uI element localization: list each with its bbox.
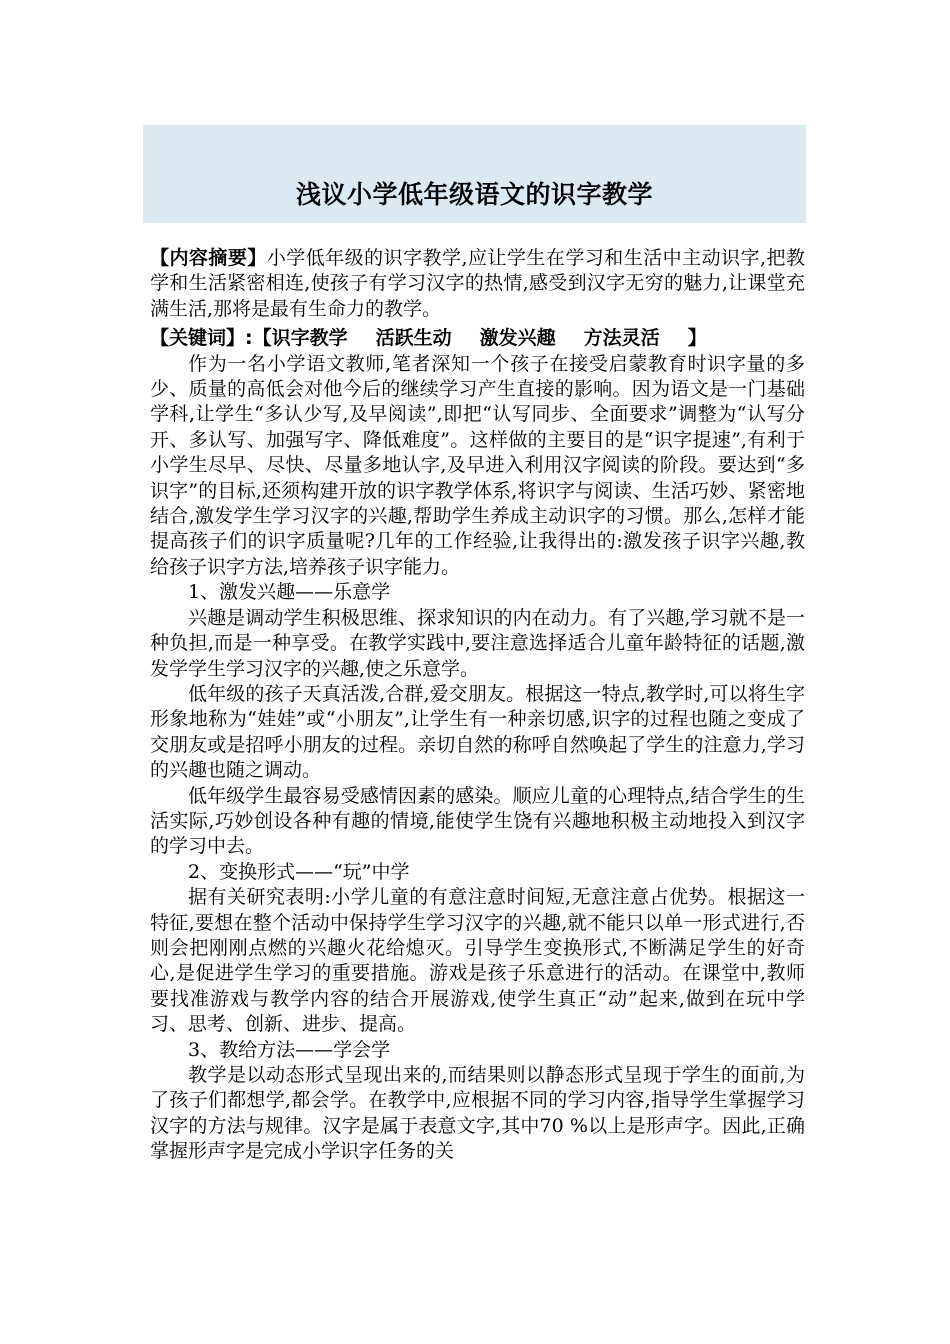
body-paragraph: 作为一名小学语文教师,笔者深知一个孩子在接受启蒙教育时识字量的多少、质量的高低会对他今后的继续学习产生直接的影响。因为语文是一门基础学科,让学生“多认少写,及早阅读”,即把“认写同步、全面要求”调整为“认写分开、多认写、加强写字、降低难度”。这样做的主要目的是“识字提速”,有利于小学生尽早、尽快、尽量多地认字,及早进入利用汉字阅读的阶段。要达到“多识字”的目标,还须构建开放的识字教学体系,将识字与阅读、生活巧妙、紧密地结合,激发学生学习汉字的兴趣,帮助学生养成主动识字的习惯。那么,怎样才能提高孩子们的识字质量呢?几年的工作经验,让我得出的:激发孩子识字兴趣,教给孩子识字方法,培养孩子识字能力。 (150, 352, 805, 578)
abstract-label: 【内容摘要】 (150, 247, 267, 269)
keywords-open-bracket: 【 (252, 327, 272, 350)
body-paragraph: 低年级的孩子天真活泼,合群,爱交朋友。根据这一特点,教学时,可以将生字形象地称为“娃娃”或“小朋友”,让学生有一种亲切感,识字的过程也随之变成了交朋友或是招呼小朋友的过程。亲切自然的称呼自然唤起了学生的注意力,学习的兴趣也随之调动。 (150, 682, 805, 782)
body-paragraph: 兴趣是调动学生积极思维、探求知识的内在动力。有了兴趣,学习就不是一种负担,而是一种享受。在教学实践中,要注意选择适合儿童年龄特征的话题,激发学学生学习汉字的兴趣,使之乐意学。 (150, 606, 805, 680)
keyword-item: 激发兴趣 (479, 327, 556, 350)
keyword-item: 活跃生动 (375, 327, 452, 350)
keywords-label: 【关键词】: (150, 327, 253, 350)
keyword-item: 识字教学 (271, 327, 348, 350)
keywords-line (150, 326, 805, 351)
section-heading: 2、变换形式——“玩”中学 (188, 860, 410, 883)
section-heading: 3、教给方法——学会学 (188, 1038, 391, 1061)
abstract-text: 小学低年级的识字教学,应让学生在学习和生活中主动识字,把教学和生活紧密相连,使孩子有学习汉字的热情,感受到汉字无穷的魅力,让课堂充满生活,那将是最有生命力的教学。 (150, 247, 805, 320)
body-paragraph: 教学是以动态形式呈现出来的,而结果则以静态形式呈现于学生的面前,为了孩子们都想学,都会学。在教学中,应根据不同的学习内容,指导学生掌握学习汉字的方法与规律。汉字是属于表意文字,其中70 %以上是形声字。因此,正确掌握形声字是完成小学识字任务的关 (150, 1064, 805, 1163)
title-banner (143, 125, 806, 223)
keyword-item: 方法灵活 (583, 327, 660, 350)
abstract-paragraph (150, 246, 805, 322)
keywords-close-bracket: 】 (687, 327, 707, 350)
document-body (150, 246, 805, 1165)
section-heading: 1、激发兴趣——乐意学 (188, 581, 391, 604)
document-title: 浅议小学低年级语文的识字教学 (295, 180, 653, 209)
body-paragraph: 据有关研究表明:小学儿童的有意注意时间短,无意注意占优势。根据这一特征,要想在整个活动中保持学生学习汉字的兴趣,就不能只以单一形式进行,否则会把刚刚点燃的兴趣火花给熄灭。引导学生变换形式,不断满足学生的好奇心,是促进学生学习的重要措施。游戏是孩子乐意进行的活动。在课堂中,教师要找准游戏与教学内容的结合开展游戏,使学生真正“动”起来,做到在玩中学习、思考、创新、进步、提高。 (150, 886, 805, 1036)
body-paragraph: 低年级学生最容易受感情因素的感染。顺应儿童的心理特点,结合学生的生活实际,巧妙创设各种有趣的情境,能使学生饶有兴趣地积极主动地投入到汉字的学习中去。 (150, 784, 805, 858)
